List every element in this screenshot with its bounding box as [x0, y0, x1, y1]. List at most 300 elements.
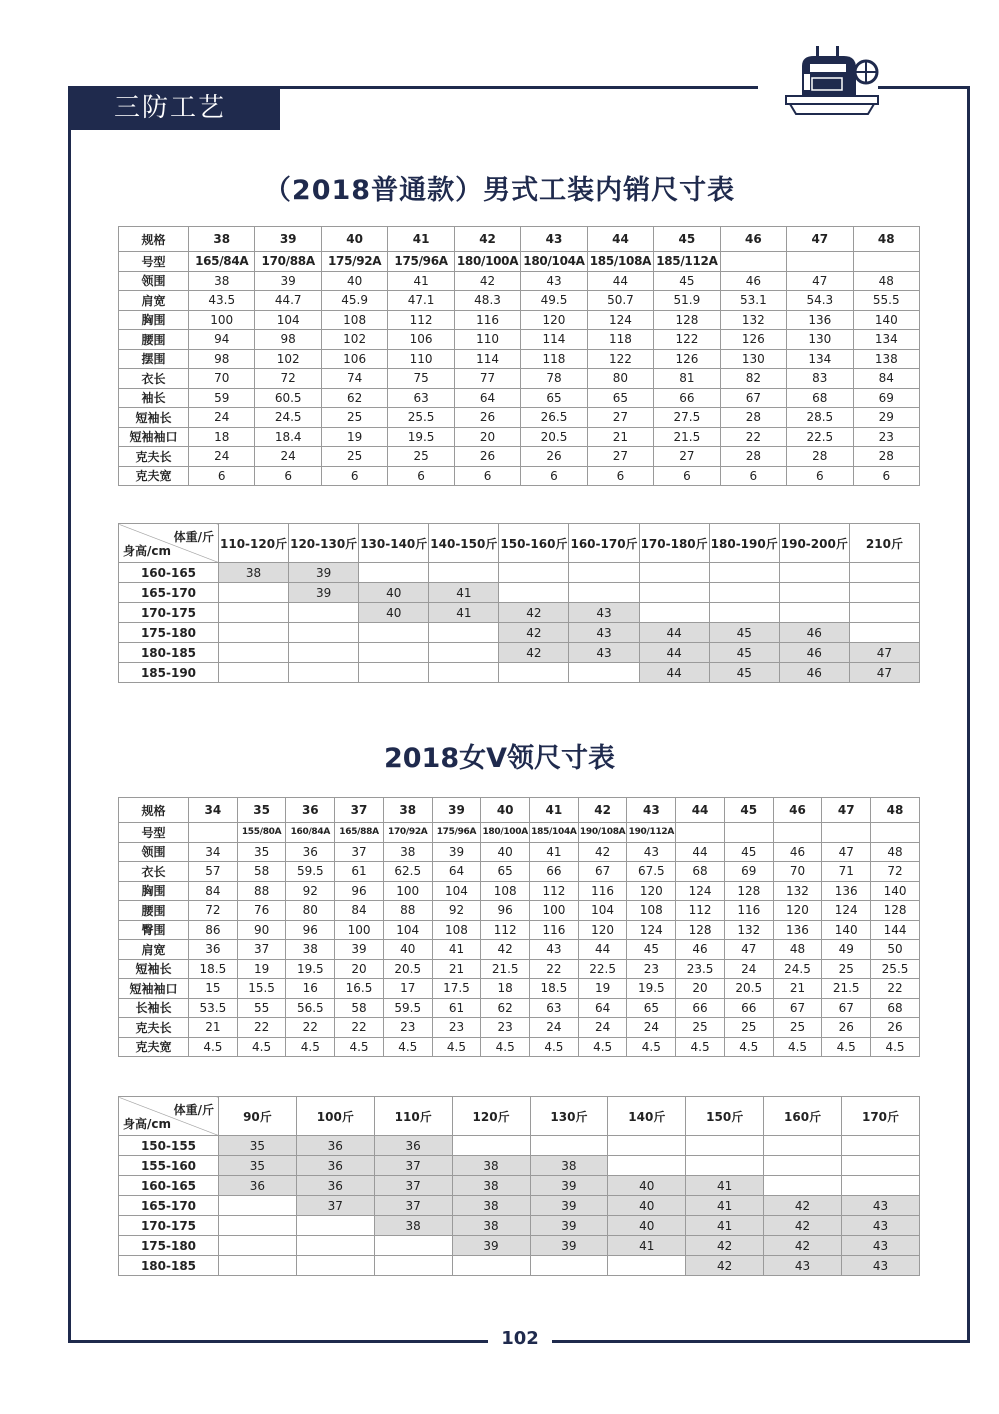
table-cell: [429, 563, 499, 583]
table-cell: 62: [321, 388, 387, 408]
table-cell: [219, 1236, 297, 1256]
table-cell: 70: [773, 862, 822, 882]
table-cell: [842, 1136, 920, 1156]
table-cell: 18.4: [255, 427, 321, 447]
frame-left: [68, 86, 71, 1343]
table-cell: 43: [764, 1256, 842, 1276]
table-cell: 37: [374, 1176, 452, 1196]
table-cell: 22.5: [787, 427, 853, 447]
table-cell: 36: [296, 1136, 374, 1156]
table-cell: [296, 1236, 374, 1256]
table-cell: 19: [237, 959, 286, 979]
table-cell: 21: [189, 1018, 238, 1038]
table-cell: [452, 1256, 530, 1276]
table-cell: 98: [189, 349, 255, 369]
table-cell: 126: [720, 330, 786, 350]
table-cell: 43: [569, 643, 639, 663]
table-cell: 36: [286, 842, 335, 862]
row-label: 号型: [119, 823, 189, 843]
table-cell: 19.5: [627, 979, 676, 999]
table-cell: 44: [676, 842, 725, 862]
table-cell: 104: [383, 920, 432, 940]
table-cell: 21.5: [481, 959, 530, 979]
table-cell: 120: [521, 310, 587, 330]
table-cell: 40: [608, 1196, 686, 1216]
table-cell: 112: [676, 901, 725, 921]
table-cell: 44: [639, 663, 709, 683]
table-cell: 35: [237, 842, 286, 862]
table-cell: 72: [255, 369, 321, 389]
table-cell: 25: [773, 1018, 822, 1038]
table-row: [119, 466, 920, 486]
table-cell: 116: [724, 901, 773, 921]
men-size-table: [118, 226, 920, 486]
table-row: [119, 1176, 920, 1196]
table-cell: 82: [720, 369, 786, 389]
row-label: 摆围: [119, 349, 189, 369]
table-cell: 102: [321, 330, 387, 350]
table-cell: [499, 563, 569, 583]
table-cell: 28: [720, 408, 786, 428]
table-cell: 44: [639, 623, 709, 643]
height-label: 180-185: [119, 1256, 219, 1276]
table-cell: 42: [499, 623, 569, 643]
table-row: [119, 427, 920, 447]
table-cell: 128: [724, 881, 773, 901]
table-cell: 27: [587, 447, 653, 467]
table-cell: 6: [454, 466, 520, 486]
table-cell: 43: [842, 1216, 920, 1236]
table-row: [119, 310, 920, 330]
table-cell: 96: [335, 881, 384, 901]
table-cell: 20.5: [724, 979, 773, 999]
table-cell: 94: [189, 330, 255, 350]
table-cell: 49: [822, 940, 871, 960]
table-cell: 17.5: [432, 979, 481, 999]
table-cell: [849, 583, 919, 603]
weight-header: 170斤: [842, 1097, 920, 1136]
table-row: [119, 643, 920, 663]
frame-bottom-left: [68, 1340, 488, 1343]
table-cell: 55: [237, 998, 286, 1018]
table-cell: 144: [871, 920, 920, 940]
table-cell: 42: [499, 603, 569, 623]
table-cell: [779, 603, 849, 623]
table-cell: 39: [335, 940, 384, 960]
table-cell: 50.7: [587, 291, 653, 311]
table-cell: 170/88A: [255, 252, 321, 272]
table-cell: 55.5: [853, 291, 919, 311]
table-cell: 100: [189, 310, 255, 330]
table-row: [119, 369, 920, 389]
table-cell: 49.5: [521, 291, 587, 311]
table-cell: 40: [608, 1216, 686, 1236]
table-cell: 102: [255, 349, 321, 369]
table-cell: 40: [359, 583, 429, 603]
row-label: 衣长: [119, 369, 189, 389]
table-cell: 36: [296, 1156, 374, 1176]
weight-header: 160斤: [764, 1097, 842, 1136]
header-row: [119, 227, 920, 252]
table-row: [119, 1018, 920, 1038]
table-row: [119, 1196, 920, 1216]
table-cell: 27.5: [654, 408, 720, 428]
table-cell: 28: [853, 447, 919, 467]
table-row: [119, 583, 920, 603]
table-cell: 58: [335, 998, 384, 1018]
table-cell: 23: [432, 1018, 481, 1038]
table-cell: [822, 823, 871, 843]
weight-header: 160-170斤: [569, 524, 639, 563]
header-row: [119, 798, 920, 823]
table-cell: 175/92A: [321, 252, 387, 272]
table-cell: 108: [481, 881, 530, 901]
table-cell: [359, 563, 429, 583]
table-cell: 44: [639, 643, 709, 663]
table-cell: 39: [530, 1216, 608, 1236]
table-cell: 39: [289, 563, 359, 583]
table-cell: 41: [530, 842, 579, 862]
table-cell: 38: [219, 563, 289, 583]
table-cell: 41: [686, 1196, 764, 1216]
weight-header: 210斤: [849, 524, 919, 563]
weight-header: 110-120斤: [219, 524, 289, 563]
size-header: 47: [822, 798, 871, 823]
table-row: [119, 1216, 920, 1236]
row-label: 克夫长: [119, 447, 189, 467]
table-cell: 45: [654, 271, 720, 291]
table-cell: 21.5: [654, 427, 720, 447]
table-cell: 20: [676, 979, 725, 999]
row-label: 臀围: [119, 920, 189, 940]
table-cell: 6: [321, 466, 387, 486]
table-cell: 41: [608, 1236, 686, 1256]
table-cell: [608, 1156, 686, 1176]
table-cell: 38: [189, 271, 255, 291]
table-row: [119, 881, 920, 901]
table-cell: [853, 252, 919, 272]
table-cell: 27: [587, 408, 653, 428]
row-label: 短袖长: [119, 408, 189, 428]
table-cell: 124: [587, 310, 653, 330]
women-weight-table: [118, 1096, 920, 1276]
table-cell: [773, 823, 822, 843]
size-header: 36: [286, 798, 335, 823]
table-row: [119, 842, 920, 862]
table-row: [119, 940, 920, 960]
table-cell: 92: [286, 881, 335, 901]
table-cell: 83: [787, 369, 853, 389]
table-cell: 41: [429, 583, 499, 603]
size-header: 48: [871, 798, 920, 823]
table-cell: 92: [432, 901, 481, 921]
weight-header: 130-140斤: [359, 524, 429, 563]
table-cell: 88: [383, 901, 432, 921]
table-cell: 60.5: [255, 388, 321, 408]
table-cell: [296, 1216, 374, 1236]
table-cell: 165/88A: [335, 823, 384, 843]
table-cell: 36: [374, 1136, 452, 1156]
size-header: 48: [853, 227, 919, 252]
table-cell: 64: [454, 388, 520, 408]
table-cell: [530, 1136, 608, 1156]
table-cell: [374, 1236, 452, 1256]
table-cell: 6: [521, 466, 587, 486]
table-cell: 24: [530, 1018, 579, 1038]
table-cell: 6: [720, 466, 786, 486]
weight-axis-label: 体重/斤: [173, 1103, 214, 1117]
table-cell: 185/104A: [530, 823, 579, 843]
table-cell: 42: [481, 940, 530, 960]
table-cell: 39: [530, 1176, 608, 1196]
table-cell: 40: [383, 940, 432, 960]
table-cell: 180/100A: [481, 823, 530, 843]
frame-top-right: [878, 86, 970, 89]
table-cell: [429, 663, 499, 683]
table-cell: 100: [530, 901, 579, 921]
table-cell: [289, 603, 359, 623]
weight-header: 110斤: [374, 1097, 452, 1136]
table-cell: [676, 823, 725, 843]
men-size-title: （2018普通款）男式工装内销尺寸表: [263, 175, 736, 206]
table-cell: 67: [822, 998, 871, 1018]
table-cell: 66: [530, 862, 579, 882]
table-cell: 116: [454, 310, 520, 330]
table-cell: [359, 663, 429, 683]
table-row: [119, 330, 920, 350]
table-cell: 26: [521, 447, 587, 467]
corner-cell: [119, 524, 219, 563]
table-cell: 132: [724, 920, 773, 940]
size-header: 45: [724, 798, 773, 823]
frame-bottom-right: [552, 1340, 970, 1343]
table-cell: 4.5: [871, 1037, 920, 1057]
table-cell: 16.5: [335, 979, 384, 999]
size-header: 43: [521, 227, 587, 252]
weight-axis-label: 体重/斤: [173, 530, 214, 544]
table-cell: 118: [521, 349, 587, 369]
size-header: 35: [237, 798, 286, 823]
table-cell: 128: [654, 310, 720, 330]
table-cell: 38: [530, 1156, 608, 1176]
table-row: [119, 920, 920, 940]
size-header: 42: [578, 798, 627, 823]
table-row: [119, 291, 920, 311]
table-cell: 40: [608, 1176, 686, 1196]
table-cell: 26.5: [521, 408, 587, 428]
weight-header: 90斤: [219, 1097, 297, 1136]
table-cell: 112: [481, 920, 530, 940]
table-cell: [686, 1136, 764, 1156]
table-cell: 48: [871, 842, 920, 862]
table-cell: 21: [432, 959, 481, 979]
table-row: [119, 1156, 920, 1176]
table-cell: 66: [676, 998, 725, 1018]
table-cell: 48.3: [454, 291, 520, 311]
table-cell: [499, 583, 569, 603]
table-cell: 23: [481, 1018, 530, 1038]
table-cell: 175/96A: [432, 823, 481, 843]
size-header: 40: [481, 798, 530, 823]
header-row: [119, 524, 920, 563]
table-cell: 47: [724, 940, 773, 960]
table-cell: [849, 563, 919, 583]
table-cell: [219, 1196, 297, 1216]
table-cell: 42: [764, 1196, 842, 1216]
table-cell: 22: [237, 1018, 286, 1038]
table-cell: 24.5: [255, 408, 321, 428]
table-row: [119, 271, 920, 291]
table-cell: 21.5: [822, 979, 871, 999]
table-cell: 64: [432, 862, 481, 882]
table-row: [119, 663, 920, 683]
table-cell: 63: [530, 998, 579, 1018]
table-cell: 6: [853, 466, 919, 486]
table-cell: 25: [676, 1018, 725, 1038]
table-row: [119, 388, 920, 408]
table-cell: [499, 663, 569, 683]
page-number: 102: [501, 1328, 539, 1349]
table-cell: 23.5: [676, 959, 725, 979]
table-cell: 42: [686, 1236, 764, 1256]
table-row: [119, 1236, 920, 1256]
size-header: 47: [787, 227, 853, 252]
table-cell: [530, 1256, 608, 1276]
table-cell: 130: [720, 349, 786, 369]
table-row: [119, 623, 920, 643]
table-cell: 59.5: [286, 862, 335, 882]
table-cell: 190/108A: [578, 823, 627, 843]
table-cell: [724, 823, 773, 843]
table-cell: 39: [452, 1236, 530, 1256]
table-cell: 67.5: [627, 862, 676, 882]
table-cell: 29: [853, 408, 919, 428]
table-cell: 41: [686, 1216, 764, 1236]
table-cell: 28.5: [787, 408, 853, 428]
table-cell: 25: [724, 1018, 773, 1038]
table-cell: 4.5: [530, 1037, 579, 1057]
table-cell: 42: [499, 643, 569, 663]
table-cell: [189, 823, 238, 843]
size-header: 37: [335, 798, 384, 823]
table-cell: 22.5: [578, 959, 627, 979]
table-cell: 70: [189, 369, 255, 389]
table-cell: 72: [189, 901, 238, 921]
table-cell: 96: [481, 901, 530, 921]
table-cell: 37: [374, 1156, 452, 1176]
women-size-table: [118, 797, 920, 1057]
table-cell: 24: [255, 447, 321, 467]
table-cell: 40: [481, 842, 530, 862]
height-label: 170-175: [119, 603, 219, 623]
row-label: 领围: [119, 271, 189, 291]
weight-header: 180-190斤: [709, 524, 779, 563]
table-row: [119, 603, 920, 623]
table-cell: 46: [773, 842, 822, 862]
table-cell: 67: [578, 862, 627, 882]
table-cell: [779, 583, 849, 603]
table-cell: 124: [822, 901, 871, 921]
table-cell: 20.5: [521, 427, 587, 447]
table-cell: 42: [686, 1256, 764, 1276]
table-cell: 38: [452, 1156, 530, 1176]
table-cell: 65: [587, 388, 653, 408]
table-cell: 4.5: [773, 1037, 822, 1057]
table-cell: 116: [578, 881, 627, 901]
table-cell: 23: [383, 1018, 432, 1038]
table-cell: 98: [255, 330, 321, 350]
table-cell: 138: [853, 349, 919, 369]
table-cell: 42: [764, 1216, 842, 1236]
table-cell: 43: [569, 623, 639, 643]
table-cell: [639, 583, 709, 603]
table-row: [119, 349, 920, 369]
table-cell: 22: [720, 427, 786, 447]
table-cell: 40: [321, 271, 387, 291]
weight-header: 120-130斤: [289, 524, 359, 563]
row-label: 短袖袖口: [119, 979, 189, 999]
table-cell: 22: [530, 959, 579, 979]
size-header: 43: [627, 798, 676, 823]
table-cell: 6: [388, 466, 454, 486]
table-cell: 120: [627, 881, 676, 901]
table-cell: [219, 623, 289, 643]
table-cell: 6: [787, 466, 853, 486]
table-cell: 84: [189, 881, 238, 901]
table-cell: 35: [219, 1156, 297, 1176]
table-cell: 155/80A: [237, 823, 286, 843]
table-cell: 4.5: [627, 1037, 676, 1057]
row-label: 领围: [119, 842, 189, 862]
table-cell: 21: [587, 427, 653, 447]
table-cell: 140: [871, 881, 920, 901]
table-cell: 39: [530, 1236, 608, 1256]
table-cell: 76: [237, 901, 286, 921]
size-header: 40: [321, 227, 387, 252]
table-cell: 46: [779, 663, 849, 683]
table-cell: 108: [627, 901, 676, 921]
table-cell: 42: [578, 842, 627, 862]
table-cell: 39: [255, 271, 321, 291]
table-cell: 36: [219, 1176, 297, 1196]
size-header: 38: [383, 798, 432, 823]
table-cell: 4.5: [822, 1037, 871, 1057]
table-cell: 4.5: [286, 1037, 335, 1057]
table-cell: [429, 623, 499, 643]
table-row: [119, 959, 920, 979]
row-label: 克夫宽: [119, 1037, 189, 1057]
table-cell: 41: [432, 940, 481, 960]
table-row: [119, 979, 920, 999]
table-cell: 24.5: [773, 959, 822, 979]
table-cell: 39: [432, 842, 481, 862]
table-cell: [764, 1176, 842, 1196]
size-header: 46: [773, 798, 822, 823]
table-cell: 175/96A: [388, 252, 454, 272]
table-cell: 42: [764, 1236, 842, 1256]
row-label: 短袖袖口: [119, 427, 189, 447]
table-cell: 23: [627, 959, 676, 979]
table-cell: 118: [587, 330, 653, 350]
table-cell: 43: [521, 271, 587, 291]
women-size-title: 2018女V领尺寸表: [383, 743, 616, 774]
table-cell: 6: [255, 466, 321, 486]
table-cell: 81: [654, 369, 720, 389]
table-cell: [569, 663, 639, 683]
table-cell: 136: [787, 310, 853, 330]
table-cell: 43: [627, 842, 676, 862]
table-cell: 16: [286, 979, 335, 999]
